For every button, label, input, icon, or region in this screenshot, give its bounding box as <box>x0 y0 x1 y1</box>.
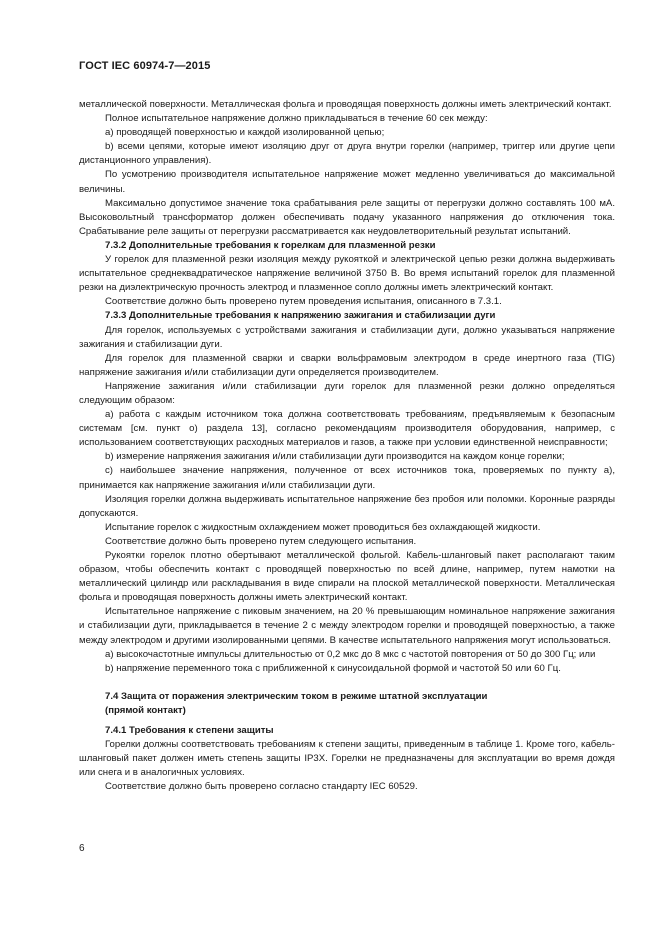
paragraph: По усмотрению производителя испытательное напряжение может медленно увеличиваться до максимальной величины. <box>79 169 615 195</box>
paragraph: металлической поверхности. Металлическая фольга и проводящая поверхность должны иметь электрический контакт. <box>79 99 612 110</box>
paragraph: Для горелок для плазменной сварки и сварки вольфрамовым электродом в среде инертного газа (TIG) напряжение зажигания и/или стабилизации дуги определяется производителем. <box>79 352 615 378</box>
paragraph: Напряжение зажигания и/или стабилизации дуги горелок для плазменной резки должно определяться следующим образом: <box>79 380 615 406</box>
section-heading: 7.3.2 Дополнительные требования к горелкам для плазменной резки <box>105 239 436 251</box>
document-body <box>79 98 615 795</box>
paragraph: Соответствие должно быть проверено путем проведения испытания, описанного в 7.3.1. <box>105 296 502 308</box>
paragraph: Для горелок, используемых с устройствами зажигания и стабилизации дуги, должно указываться напряжение зажигания и стабилизации дуги. <box>79 324 615 350</box>
list-item: a) проводящей поверхностью и каждой изолированной цепью; <box>105 127 385 139</box>
list-item: b) измерение напряжения зажигания и/или стабилизации дуги производится на каждом конце горелки; <box>105 451 565 463</box>
subsection-heading: 7.4.1 Требования к степени защиты <box>105 725 274 737</box>
page-number: 6 <box>79 843 85 854</box>
list-item: a) высокочастотные импульсы длительностью от 0,2 мкс до 8 мкс с частотой повторения от 50 до 300 Гц; или <box>105 648 596 660</box>
paragraph: Соответствие должно быть проверено путем следующего испытания. <box>105 535 417 547</box>
document-header: ГОСТ IEC 60974-7—2015 <box>79 60 211 72</box>
list-item: a) работа с каждым источником тока должна соответствовать требованиям, предъявляемым к безопасным системам [см. пункт o) раздела 13], согласно рекомендациям производителя оборудования, например, с использованием соответствующих расходных материалов и газов, а также при условии единственной неисправности; <box>79 409 615 449</box>
paragraph: Испытательное напряжение с пиковым значением, на 20 % превышающим номинальное напряжение зажигания и стабилизации дуги, прикладывается в течение 2 с между электродом горелки и проводящей поверхностью, а также между электродом и другими изолированными цепями. В качестве испытательного напряжения могут использоваться. <box>79 606 615 646</box>
section-heading-continued: (прямой контакт) <box>105 704 186 716</box>
section-heading: 7.4 Защита от поражения электрическим током в режиме штатной эксплуатации <box>105 690 488 702</box>
paragraph: Соответствие должно быть проверено согласно стандарту IEC 60529. <box>105 781 418 793</box>
paragraph: Максимально допустимое значение тока срабатывания реле защиты от перегрузки должно составлять 100 мА. Высоковольтный трансформатор должен обеспечивать подачу указанного напряжения до отключения тока. Срабатывание реле защиты от перегрузки рассматривается как неудовлетворительный результат испытаний. <box>79 197 615 237</box>
paragraph: Рукоятки горелок плотно обертывают металлической фольгой. Кабель-шланговый пакет располагают таким образом, чтобы обеспечить контакт с проводящей поверхностью по всей длине, например, путем намотки на металлический цилиндр или раскладывания в виде спирали на плоской металлической поверхности. Металлическая фольга и проводящая поверхность должны иметь электрический контакт. <box>79 550 615 604</box>
paragraph: Полное испытательное напряжение должно прикладываться в течение 60 сек между: <box>105 113 488 125</box>
paragraph: Изоляция горелки должна выдерживать испытательное напряжение без пробоя или поломки. Коронные разряды допускаются. <box>79 493 615 519</box>
section-heading: 7.3.3 Дополнительные требования к напряжению зажигания и стабилизации дуги <box>105 310 496 322</box>
list-item: c) наибольшее значение напряжения, полученное от всех источников тока, проверяемых по пункту a), принимается как напряжение зажигания и/или стабилизации дуги. <box>79 465 615 491</box>
list-item: b) напряжение переменного тока с приближенной к синусоидальной формой и частотой 50 или 60 Гц. <box>105 662 561 674</box>
paragraph: У горелок для плазменной резки изоляция между рукояткой и электрической цепью резки должна выдерживать испытательное среднеквадратическое напряжение величиной 3750 В. Во время испытаний горелок для плазменной резки на диэлектрическую прочность электрод и плазменное сопло должны иметь электрический контакт. <box>79 254 615 294</box>
paragraph: Испытание горелок с жидкостным охлаждением может проводиться без охлаждающей жидкости. <box>105 521 541 533</box>
list-item: b) всеми цепями, которые имеют изоляцию друг от друга внутри горелки (например, триггер или другие цепи дистанционного управления). <box>79 141 615 167</box>
paragraph: Горелки должны соответствовать требованиям к степени защиты, приведенным в таблице 1. Кроме того, кабель-шланговый пакет должен иметь степень защиты IP3X. Горелки не предназначены для эксплуатации во время дождя или снега и в аналогичных условиях. <box>79 739 615 779</box>
